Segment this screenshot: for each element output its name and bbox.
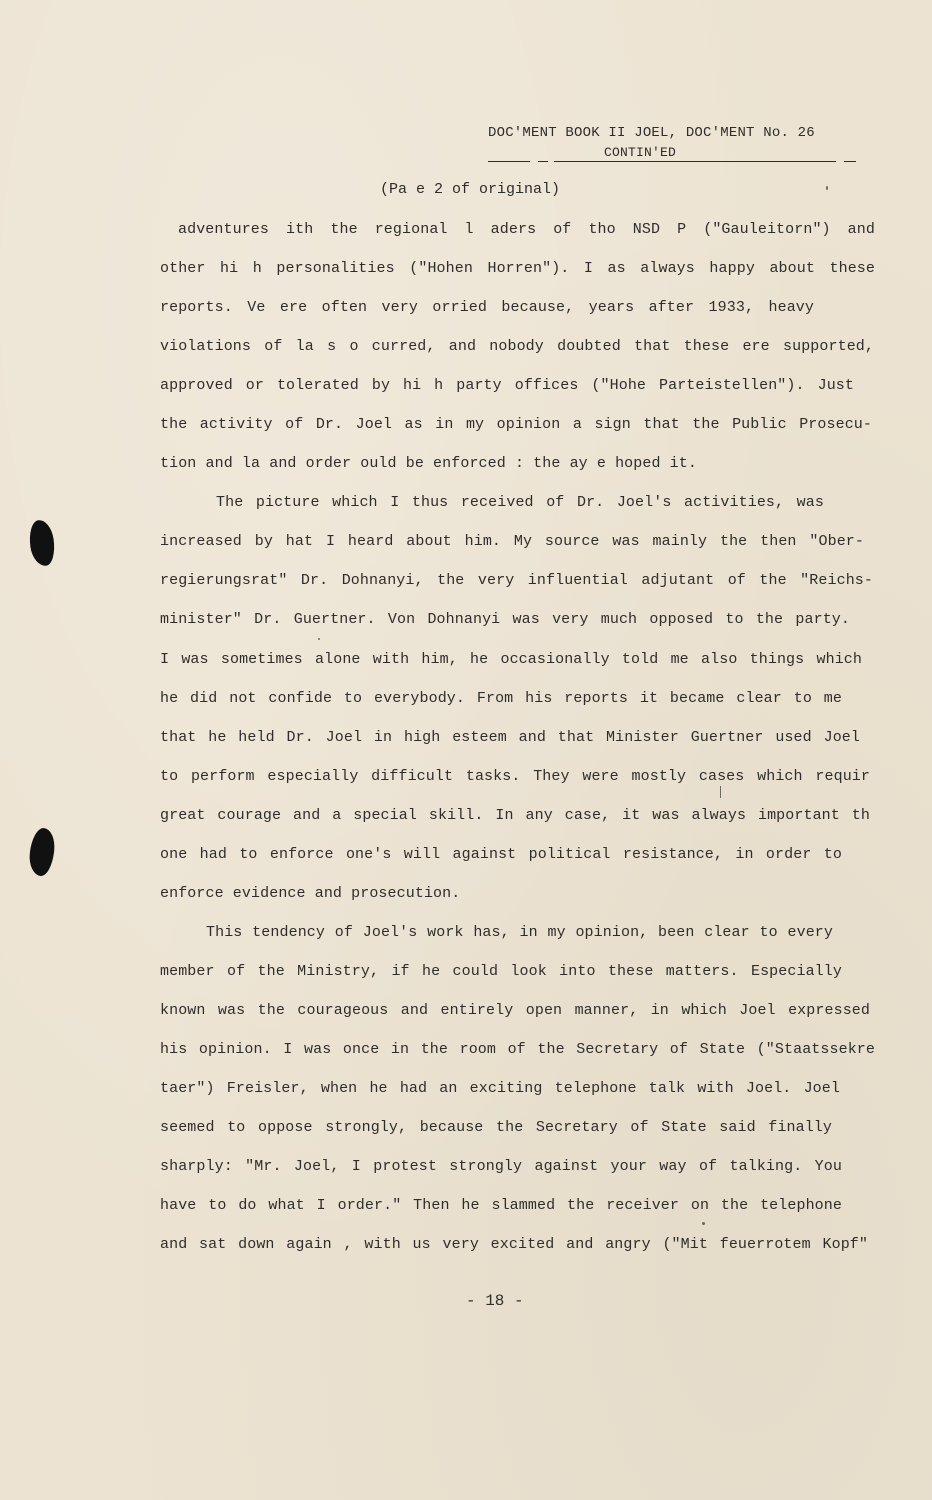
text-line: one had to enforce one's will against political resistance, in order to bbox=[160, 845, 842, 863]
text-line: have to do what I order." Then he slammed the receiver on the telephone bbox=[160, 1197, 842, 1215]
text-line: taer") Freisler, when he had an exciting telephone talk with Joel. Joel bbox=[160, 1080, 840, 1098]
text-line: adventures ith the regional l aders of tho NSD P ("Gauleitorn") and bbox=[178, 221, 875, 238]
text-line: reports. Ve ere often very orried because, years after 1933, heavy bbox=[160, 299, 814, 317]
body-text bbox=[160, 220, 875, 1274]
text-line: This tendency of Joel's work has, in my opinion, been clear to every bbox=[206, 923, 833, 941]
text-line: he did not confide to everybody. From his reports it became clear to me bbox=[160, 689, 842, 707]
text-line: that he held Dr. Joel in high esteem and that Minister Guertner used Joel bbox=[160, 728, 860, 746]
text-line: and sat down again , with us very excited and angry ("Mit feuerrotem Kopf" bbox=[160, 1236, 868, 1254]
text-line: great courage and a special skill. In any case, it was always important th bbox=[160, 806, 870, 824]
punch-hole bbox=[28, 827, 57, 877]
text-line: enforce evidence and prosecution. bbox=[160, 884, 461, 902]
text-line: other hi h personalities ("Hohen Horren"). I as always happy about these bbox=[160, 260, 875, 278]
text-line: his opinion. I was once in the room of the Secretary of State ("Staatssekre bbox=[160, 1040, 875, 1058]
page-number: - 18 - bbox=[466, 1292, 524, 1310]
text-line: member of the Ministry, if he could look into these matters. Especially bbox=[160, 962, 842, 980]
document-header bbox=[488, 124, 858, 165]
text-line: I was sometimes alone with him, he occasionally told me also things which bbox=[160, 650, 862, 668]
text-line: the activity of Dr. Joel as in my opinion a sign that the Public Prosecu- bbox=[160, 416, 872, 434]
speck bbox=[826, 186, 828, 190]
text-line: minister" Dr. Guertner. Von Dohnanyi was very much opposed to the party. bbox=[160, 611, 850, 629]
continued-label: CONTIN'ED bbox=[604, 145, 677, 160]
text-line: violations of la s o curred, and nobody doubted that these ere supported, bbox=[160, 338, 874, 356]
page-reference: (Pa e 2 of original) bbox=[380, 181, 561, 198]
text-line: increased by hat I heard about him. My source was mainly the then "Ober- bbox=[160, 533, 864, 551]
punch-hole bbox=[27, 519, 57, 568]
text-line: approved or tolerated by hi h party offices ("Hohe Parteistellen"). Just bbox=[160, 377, 854, 395]
text-line: sharply: "Mr. Joel, I protest strongly against your way of talking. You bbox=[160, 1158, 842, 1176]
text-line: tion and la and order ould be enforced : the ay e hoped it. bbox=[160, 455, 697, 473]
text-line: seemed to oppose strongly, because the Secretary of State said finally bbox=[160, 1119, 832, 1137]
text-line: to perform especially difficult tasks. They were mostly cases which requir bbox=[160, 767, 870, 785]
text-line: The picture which I thus received of Dr. Joel's activities, was bbox=[216, 494, 824, 512]
header-continued bbox=[488, 145, 858, 165]
header-title: DOC'MENT BOOK II JOEL, DOC'MENT No. 26 bbox=[488, 125, 815, 141]
text-line: known was the courageous and entirely open manner, in which Joel expressed bbox=[160, 1001, 870, 1019]
text-line: regierungsrat" Dr. Dohnanyi, the very influential adjutant of the "Reichs- bbox=[160, 572, 873, 590]
